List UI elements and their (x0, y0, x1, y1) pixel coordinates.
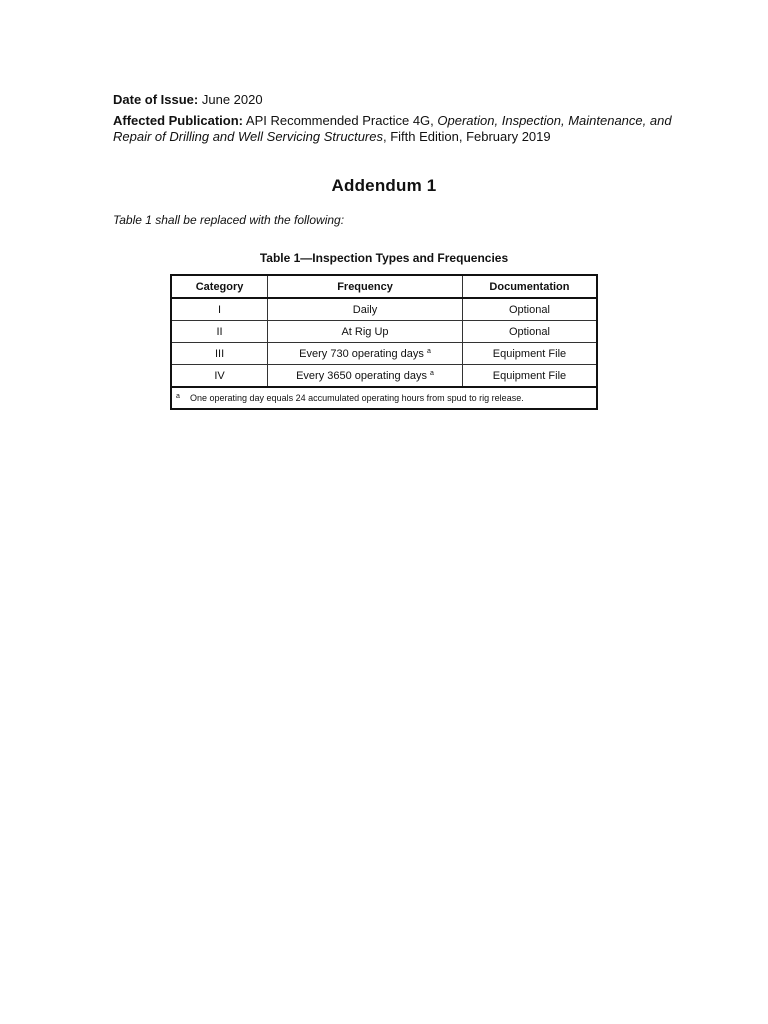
category-cell: IV (171, 365, 268, 388)
frequency-text: Daily (352, 303, 378, 316)
frequency-text: Every 3650 operating days (296, 369, 427, 382)
footnote-text: One operating day equals 24 accumulated operating hours from spud to rig release. (190, 393, 524, 403)
table-row (171, 321, 597, 343)
header-category: Category (171, 275, 268, 298)
footnote-mark: a (176, 393, 180, 400)
addendum-title: Addendum 1 (331, 176, 437, 195)
date-of-issue-label: Date of Issue: (113, 92, 199, 107)
footnote-reference: a (426, 347, 431, 355)
affected-publication (113, 113, 673, 145)
affected-publication-suffix: , Fifth Edition, February 2019 (382, 129, 551, 144)
frequency-text: Every 730 operating days (299, 347, 424, 360)
header-frequency: Frequency (268, 275, 463, 298)
affected-publication-label: Affected Publication: (113, 113, 244, 128)
frequency-cell (268, 343, 463, 365)
table-row (171, 343, 597, 365)
frequency-cell (268, 321, 463, 343)
table-header-row (171, 275, 597, 298)
frequency-text: At Rig Up (341, 325, 389, 338)
date-of-issue (113, 92, 673, 108)
documentation-cell: Equipment File (462, 365, 597, 388)
date-of-issue-value: June 2020 (201, 92, 263, 107)
table-footnote-row (171, 387, 597, 409)
replacement-instruction: Table 1 shall be replaced with the following: (113, 213, 345, 227)
affected-publication-title: Operation, Inspection, Maintenance, and Repair of Drilling and Well Servicing Structures (113, 113, 672, 144)
table-row (171, 298, 597, 321)
table-row (171, 365, 597, 388)
table-title: Table 1—Inspection Types and Frequencies (259, 251, 509, 265)
header-documentation: Documentation (462, 275, 597, 298)
table-footnote (171, 387, 597, 409)
category-cell: III (171, 343, 268, 365)
documentation-cell: Optional (462, 321, 597, 343)
documentation-cell: Optional (462, 298, 597, 321)
documentation-cell: Equipment File (462, 343, 597, 365)
frequency-cell (268, 365, 463, 388)
footnote-reference: a (430, 369, 434, 377)
frequency-cell (268, 298, 463, 321)
affected-publication-prefix: API Recommended Practice 4G, (245, 113, 434, 128)
category-cell: II (171, 321, 268, 343)
category-cell: I (171, 298, 268, 321)
inspection-table (170, 274, 598, 410)
